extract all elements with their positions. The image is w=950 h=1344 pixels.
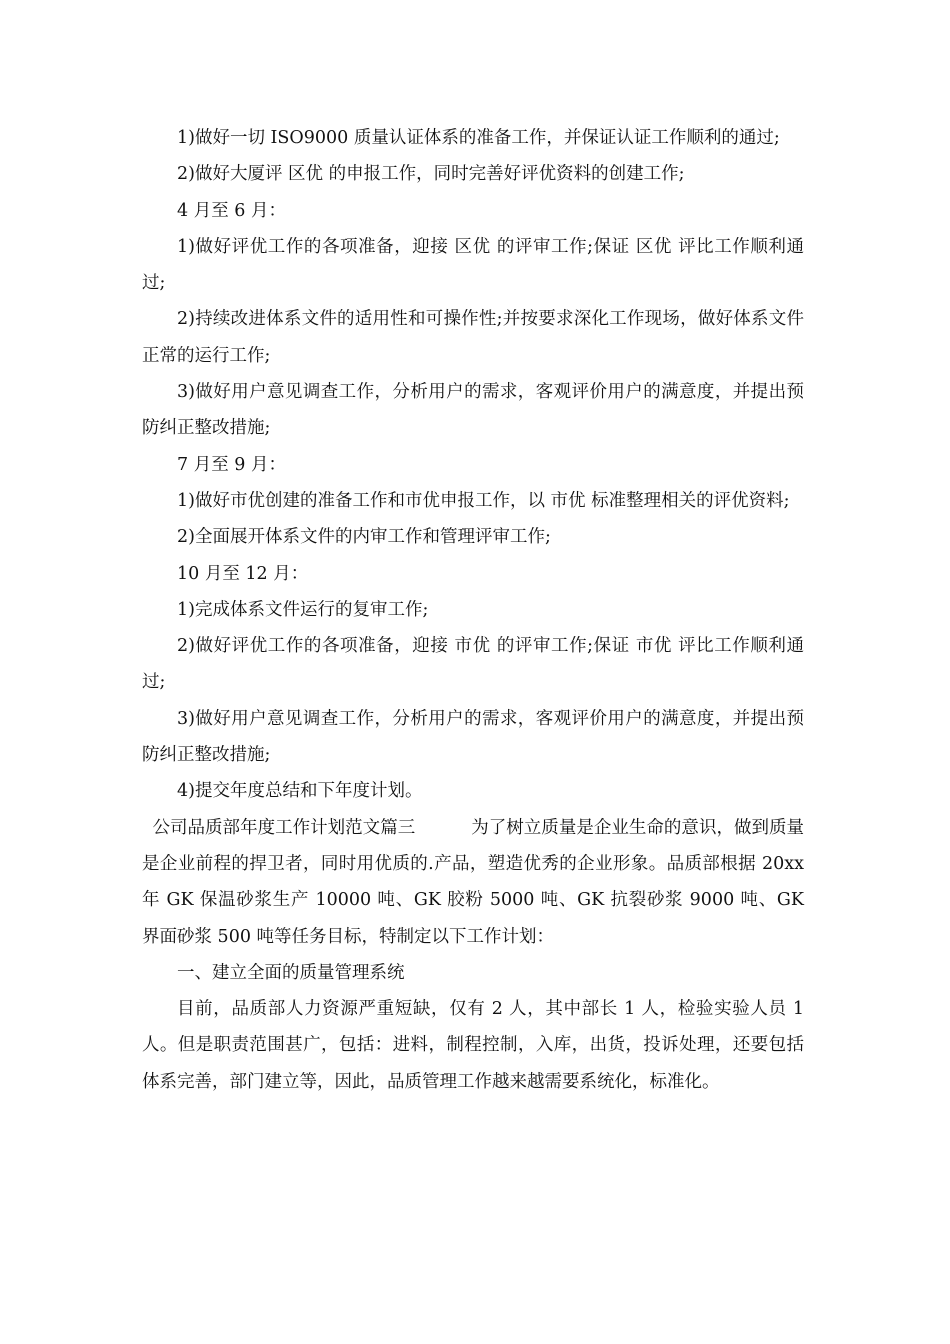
paragraph-3: 1)做好评优工作的各项准备，迎接 区优 的评审工作;保证 区优 评比工作顺利通过; — [142, 236, 804, 294]
period-heading-apr-jun: 4 月至 6 月： — [177, 200, 286, 221]
section-intro-paragraph — [142, 810, 804, 955]
paragraph-1: 1)做好一切 ISO9000 质量认证体系的准备工作，并保证认证工作顺利的通过; — [177, 128, 780, 148]
paragraph-8: 1)完成体系文件运行的复审工作; — [177, 599, 429, 620]
section-title: 公司品质部年度工作计划范文篇三 — [152, 817, 416, 838]
paragraph-4: 2)持续改进体系文件的适用性和可操作性;并按要求深化工作现场，做好体系文件正常的运行工作; — [142, 309, 804, 366]
body-1: 目前，品质部人力资源严重短缺，仅有 2 人，其中部长 1 人，检验实验人员 1 人。但是职责范围甚广，包括：进料，制程控制，入库，出货，投诉处理，还要包括体系完善，部门建立等，因此，品质管理工作越来越需要系统化，标准化。 — [142, 999, 804, 1092]
paragraph-10: 3)做好用户意见调查工作，分析用户的需求，客观评价用户的满意度，并提出预防纠正整改措施; — [142, 708, 804, 766]
paragraph-2: 2)做好大厦评 区优 的申报工作，同时完善好评优资料的创建工作; — [177, 164, 685, 185]
paragraph-7: 2)全面展开体系文件的内审工作和管理评审工作; — [177, 527, 551, 548]
document-body — [142, 120, 804, 1100]
paragraph-5: 3)做好用户意见调查工作，分析用户的需求，客观评价用户的满意度，并提出预防纠正整改措施; — [142, 382, 804, 439]
section-intro: 为了树立质量是企业生命的意识，做到质量是企业前程的捍卫者，同时用优质的.产品，塑造优秀的企业形象。品质部根据 20xx 年 GK 保温砂浆生产 10000 吨、GK 胶粉 5000 吨、GK 抗裂砂浆 9000 吨、GK 界面砂浆 500 吨等任务目标，特制定以下工作计划： — [142, 817, 805, 947]
paragraph-6: 1)做好市优创建的准备工作和市优申报工作，以 市优 标准整理相关的评优资料; — [177, 490, 790, 511]
paragraph-9: 2)做好评优工作的各项准备，迎接 市优 的评审工作;保证 市优 评比工作顺利通过; — [142, 636, 804, 693]
paragraph-11: 4)提交年度总结和下年度计划。 — [177, 781, 423, 802]
heading-1: 一、建立全面的质量管理系统 — [177, 962, 405, 983]
period-heading-oct-dec: 10 月至 12 月： — [177, 563, 309, 584]
period-heading-jul-sep: 7 月至 9 月： — [177, 454, 286, 475]
